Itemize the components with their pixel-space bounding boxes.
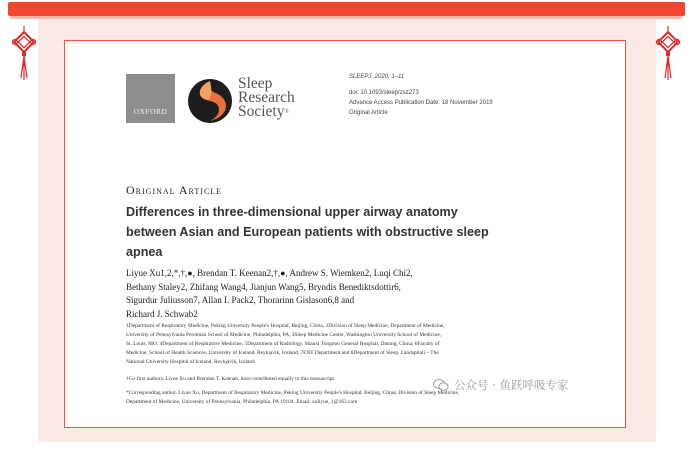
wechat-icon [433,378,449,392]
corresponding-author [126,389,459,407]
title-line: Differences in three-dimensional upper airway anatomy [126,205,458,219]
oxford-logo-text: OXFORD [133,107,168,116]
doi: doi: 10.1093/sleep/zsz273 [349,90,419,96]
registered-mark: ® [284,109,290,115]
title-line: apnea [126,245,163,259]
affiliation-line: 1Department of Respiratory Medicine, Peking University People's Hospital, Beijing, China, 2Division of Sleep Medicine, Department of Medicine, [126,323,445,329]
affiliation-line: Medicine, School of Health Sciences, University of Iceland, Reykjavik, Iceland, 7ENT Department and 8Department of Sleep, Landspitali – The [126,350,439,356]
society-name-line1: Sleep [238,75,273,92]
advance-access-date: Advance Access Publication Date: 18 November 2019 [349,100,493,106]
author-list [126,267,546,321]
chinese-knot-icon [11,26,37,82]
wechat-watermark [433,377,568,393]
affiliations [126,322,566,367]
correspondence-line: *Corresponding author. Liyue Xu, Department of Respiratory Medicine, Peking University People's Hospital, Beijing, China; Division of Sleep Medicine, [126,390,460,396]
title-line: between Asian and European patients with obstructive sleep [126,225,489,239]
top-banner-stripe [10,16,682,19]
article-meta [349,72,493,118]
chinese-knot-icon [655,26,681,82]
correspondence-line: Department of Medicine, University of Pennsylvania, Philadelphia, PA 19104. Email: xuliyue_1@163.com [126,399,358,405]
article-type: Original Article [126,183,223,197]
sleep-research-society-logo-icon [186,77,234,125]
article-title [126,202,546,262]
oxford-logo [126,74,175,123]
affiliation-line: St. Louis, MO, 4Department of Respiratory Medicine, 5Department of Radiology, Shanxi Tongmei General Hospital, Datong, China, 6Faculty of [126,341,440,347]
affiliation-line: National University Hospital of Iceland, Reykjavik, Iceland [126,359,255,365]
meta-article-type: Original Article [349,110,388,116]
author-line: Sigurdur Juliusson7, Allan I. Pack2, Thorarinn Gislason6,8 and [126,295,355,305]
journal-citation: SLEEPJ, 2020, 1–11 [349,74,405,80]
author-line: Richard J. Schwab2 [126,308,198,319]
society-name-line3: Society [238,103,285,120]
top-banner [8,2,685,16]
affiliation-line: University of Pennsylvania Perelman School of Medicine, Philadelphia, PA, 3Sleep Medicine Center, Washington University School of Medicine, [126,332,442,338]
co-first-author-note: †Co-first authors, Liyue Xu and Brendan T. Keenan, have contributed equally to this manuscript. [126,376,336,382]
author-line: Liyue Xu1,2,*,†,●, Brendan T. Keenan2,†,●, Andrew S. Wiemken2, Luqi Chi2, [126,268,413,278]
society-name [238,77,295,119]
watermark-text: 公众号 · 鱼跃呼吸专家 [454,378,569,392]
society-name-line2: Research [238,89,295,106]
author-line: Bethany Staley2, Zhifang Wang4, Jianjun Wang5, Bryndis Benediktsdottir6, [126,281,401,292]
